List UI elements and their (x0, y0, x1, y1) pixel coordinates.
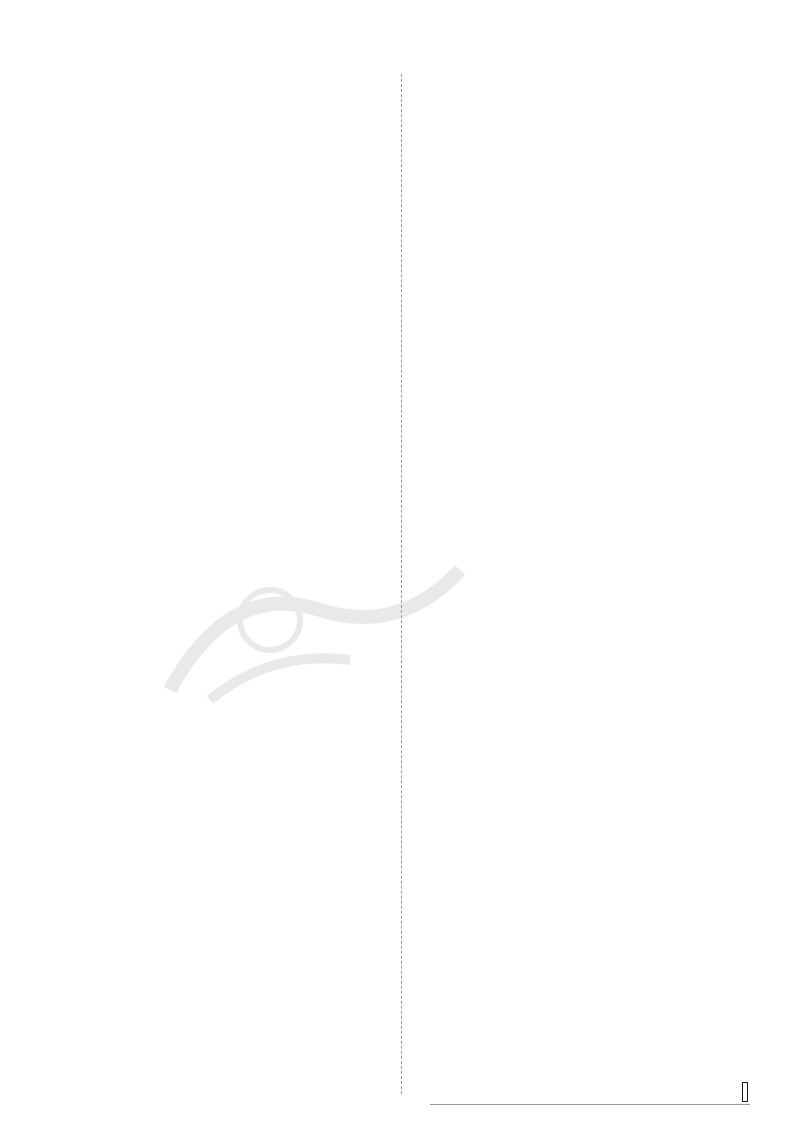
column-divider (401, 74, 402, 1094)
page-number (742, 1082, 748, 1102)
watermark-logo-icon (150, 540, 480, 720)
footer-rule (430, 1104, 750, 1105)
page-footer (740, 1083, 748, 1101)
